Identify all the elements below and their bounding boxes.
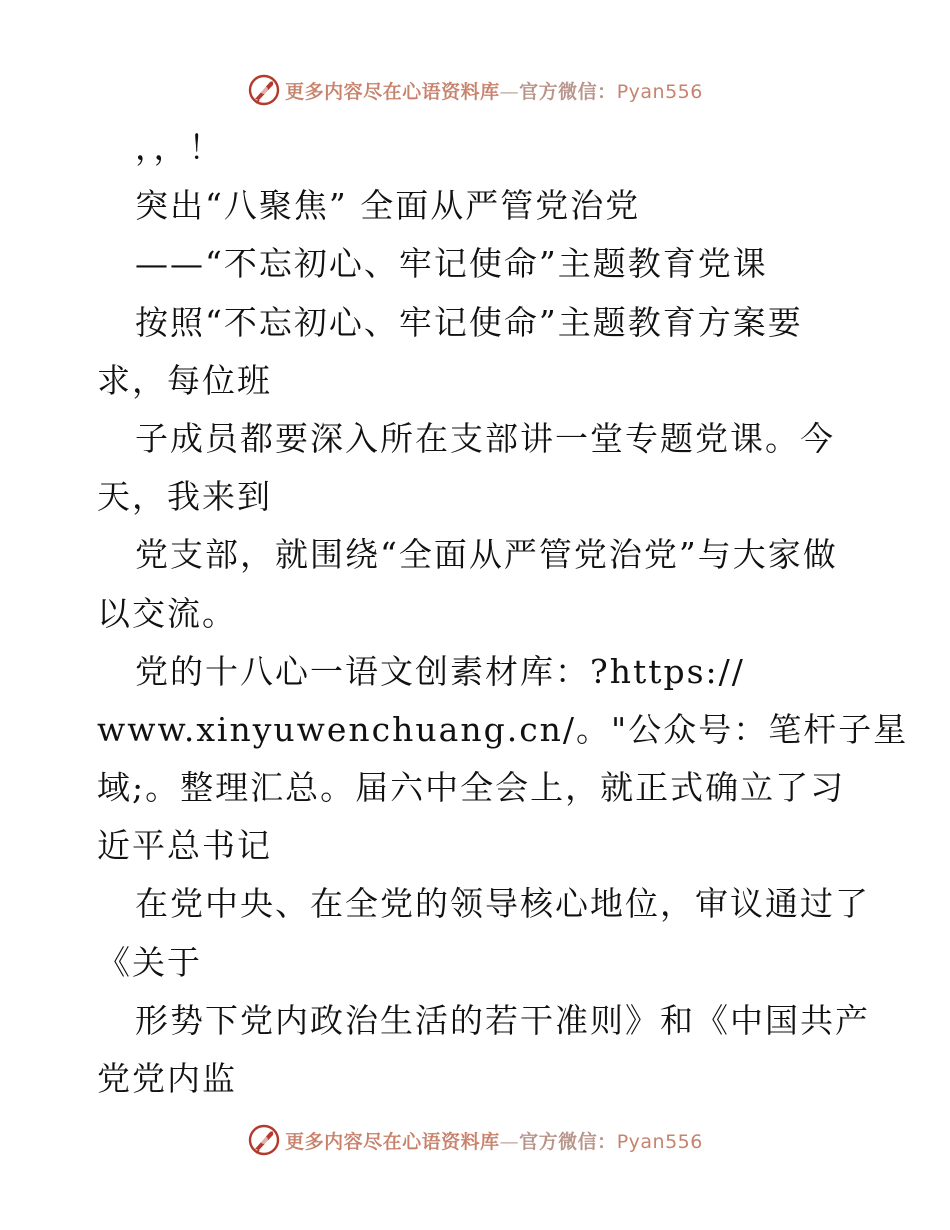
body-line: 党支部，就围绕“全面从严管党治党”与大家做 [135, 535, 838, 575]
wechat-id: Pyan556 [616, 1130, 703, 1153]
body-line: 按照“不忘初心、牢记使命”主题教育方案要 [135, 302, 803, 342]
banner-separator: — [499, 80, 520, 103]
body-line: 党的十八心一语文创素材库：?https:// [135, 651, 745, 691]
quill-pen-circle-icon [247, 73, 281, 107]
footer-banner-text [285, 1127, 703, 1154]
body-line: 在党中央、在全党的领导核心地位，审议通过了 [135, 884, 870, 924]
quill-pen-circle-icon [247, 1123, 281, 1157]
brand-text: 更多内容尽在心语资料库 [285, 80, 500, 103]
body-line: 以交流。 [97, 593, 237, 633]
header-banner [0, 70, 950, 110]
footer-banner [0, 1120, 950, 1160]
body-line: 近平总书记 [97, 826, 272, 866]
brand-text: 更多内容尽在心语资料库 [285, 1130, 500, 1153]
banner-separator: — [499, 1130, 520, 1153]
wechat-label: 官方微信： [519, 1130, 617, 1153]
body-line: 党党内监 [97, 1059, 237, 1098]
body-line: 天，我来到 [97, 477, 272, 517]
body-line: 域;。整理汇总。届六中全会上，就正式确立了习 [97, 768, 846, 808]
body-line: 形势下党内政治生活的若干准则》和《中国共产 [135, 1000, 870, 1040]
body-line: 《关于 [97, 942, 202, 982]
document-body [97, 119, 909, 1108]
header-banner-text [285, 77, 703, 104]
wechat-id: Pyan556 [616, 80, 703, 103]
body-line: ，，！ [135, 128, 224, 167]
wechat-label: 官方微信： [519, 80, 617, 103]
document-title: 突出“八聚焦” 全面从严管党治党 [135, 186, 641, 226]
body-line: www.xinyuwenchuang.cn/。"公众号：笔杆子星 [97, 709, 909, 749]
document-subtitle: ——“不忘初心、牢记使命”主题教育党课 [135, 244, 768, 284]
body-line: 子成员都要深入所在支部讲一堂专题党课。今 [135, 418, 835, 458]
body-line: 求，每位班 [97, 360, 272, 400]
